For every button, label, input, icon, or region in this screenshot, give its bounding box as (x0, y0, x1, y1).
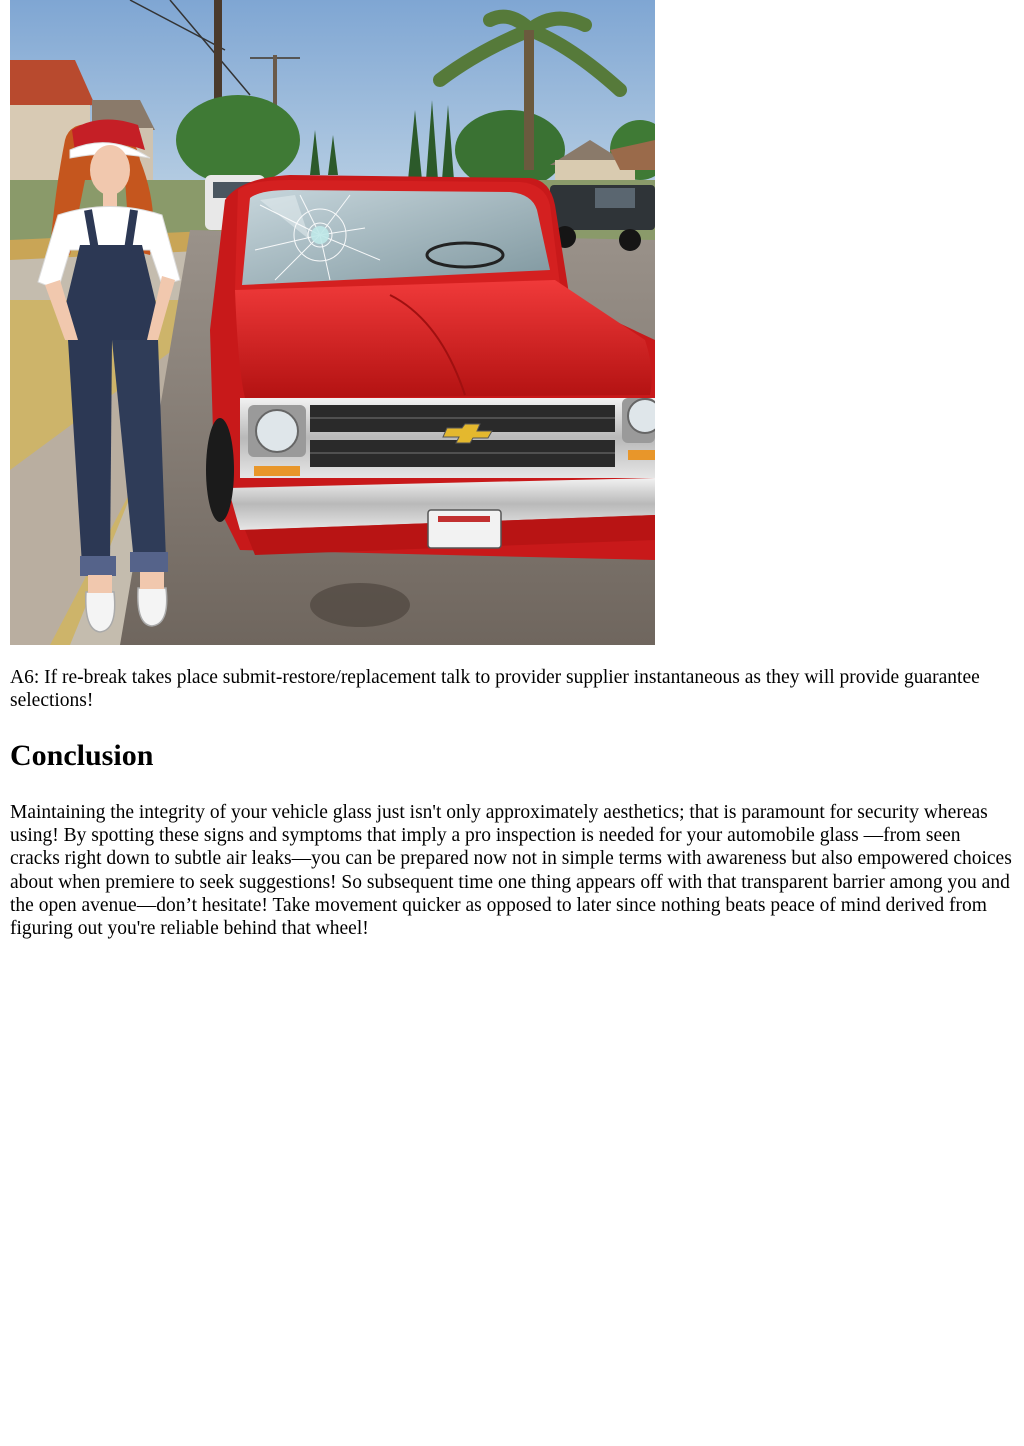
hero-image (10, 0, 655, 645)
car-photo-icon (10, 0, 655, 645)
conclusion-paragraph: Maintaining the integrity of your vehicle glass just isn't only approximately aesthetics; that is paramount for security whereas using! By spotting these signs and symptoms that imply a pro inspection is needed for your automobile glass —from seen cracks right down to subtle air leaks—you can be prepared now not in simple terms with awareness but also empowered choices about when premiere to seek suggestions! So subsequent time one thing appears off with that transparent barrier among you and the open avenue—don’t hesitate! Take movement quicker as opposed to later since nothing beats peace of mind derived from figuring out you're reliable behind that wheel! (10, 802, 1012, 940)
answer-paragraph: A6: If re-break takes place submit-restore/replacement talk to provider supplier instantaneous as they will provide guarantee selections! (10, 667, 980, 711)
section-heading-conclusion: Conclusion (10, 739, 154, 772)
article (10, 0, 1014, 940)
